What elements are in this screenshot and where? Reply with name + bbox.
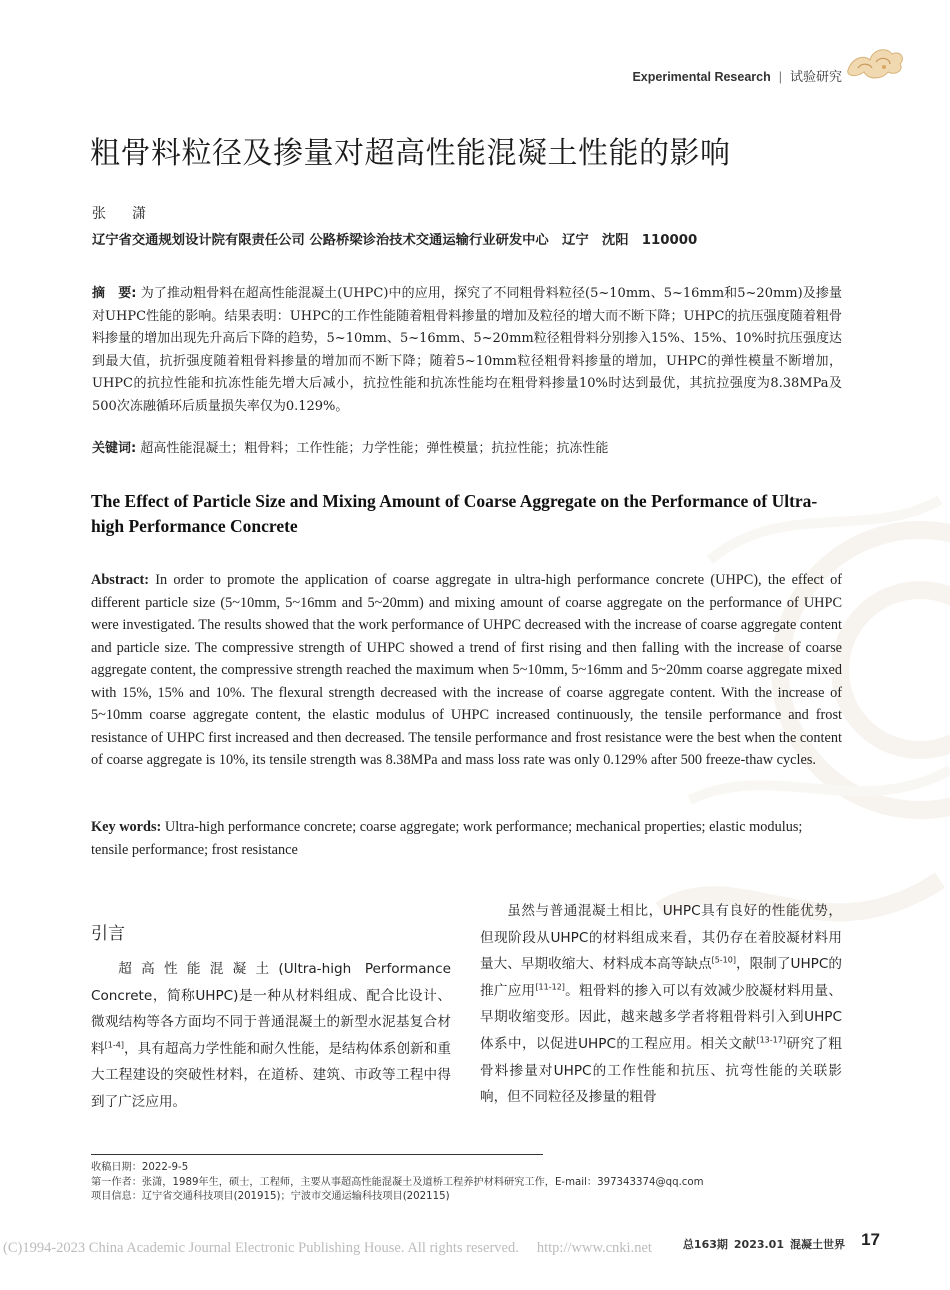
running-header: [632, 66, 842, 85]
intro-p2-text-d: 研究了粗骨料掺量对UHPC的工作性能和抗压、抗弯性能的关联影响，但不同粒径及掺量的粗骨: [480, 1035, 842, 1106]
intro-paragraph-1: [91, 956, 451, 1116]
copyright-watermark: [3, 1240, 652, 1257]
english-abstract: [91, 569, 842, 772]
section-heading-introduction: 引言: [91, 924, 125, 944]
footer-journal: 混凝土世界: [790, 1238, 845, 1251]
footnote-project: 项目信息：辽宁省交通科技项目(201915)；宁波市交通运输科技项目(202115): [91, 1191, 450, 1202]
footnotes: [91, 1161, 704, 1205]
english-keywords-label: Key words:: [91, 819, 162, 835]
cloud-ornament-icon: [844, 40, 906, 82]
intro-p2-text-c: 。粗骨料的掺入可以有效减少胶凝材料用量、早期收缩变形。因此，越来越多学者将粗骨料引入到UHPC体系中，以促进UHPC的工程应用。相关文献: [480, 982, 843, 1052]
copyright-url: http://www.cnki.net: [536, 1240, 652, 1256]
footnote-received: 收稿日期：2022-9-5: [91, 1162, 189, 1173]
intro-paragraph-2: [480, 898, 842, 1111]
body-column-right: [480, 898, 842, 1111]
copyright-text: (C)1994-2023 China Academic Journal Electronic Publishing House. All rights reserved.: [3, 1240, 519, 1256]
english-keywords-text: Ultra-high performance concrete; coarse aggregate; work performance; mechanical properties; elastic modulus; tensile performance; frost resistance: [91, 819, 803, 858]
citation-ref: [13-17]: [756, 1035, 786, 1045]
intro-p2-text-b: ，限制了UHPC的推广应用: [480, 956, 842, 999]
english-abstract-label: Abstract:: [91, 572, 149, 588]
paper-title: 粗骨料粒径及掺量对超高性能混凝土性能的影响: [90, 136, 731, 171]
chinese-keywords-label: 关键词:: [92, 441, 137, 456]
english-title: The Effect of Particle Size and Mixing Amount of Coarse Aggregate on the Performance of Ultra-high Performance Concrete: [91, 491, 818, 536]
chinese-abstract-text: 为了推动粗骨料在超高性能混凝土(UHPC)中的应用，探究了不同粗骨料粒径(5~10mm、5~16mm和5~20mm)及掺量对UHPC性能的影响。结果表明：UHPC的工作性能随着粗骨料掺量的增加及粒径的增大而不断下降；UHPC的抗压强度随着粗骨料掺量的增加出现先升高后下降的趋势，5~10mm、5~16mm、5~20mm粒径粗骨料分别掺入15%、15%、10%时抗压强度达到最大值，抗折强度随着粗骨料掺量的增加而不断下降；随着5~10mm粒径粗骨料掺量的增加，UHPC的弹性模量不断增加，UHPC的抗拉性能和抗冻性能先增大后减小，抗拉性能和抗冻性能均在粗骨料掺量10%时达到最优，其抗拉强度为8.38MPa及500次冻融循环后质量损失率仅为0.129%。: [92, 286, 842, 414]
journal-footer: [677, 1236, 845, 1252]
citation-ref: [11-12]: [535, 982, 565, 992]
citation-ref: [5-10]: [711, 955, 736, 965]
intro-p2-text-a: 虽然与普通混凝土相比，UHPC具有良好的性能优势，但现阶段从UHPC的材料组成来看，其仍存在着胶凝材料用量大、早期收缩大、材料成本高等缺点: [480, 903, 842, 973]
section-label-cn: 试验研究: [789, 70, 842, 85]
footer-issue: 总163期: [682, 1238, 728, 1251]
chinese-keywords-text: 超高性能混凝土；粗骨料；工作性能；力学性能；弹性模量；抗拉性能；抗冻性能: [136, 441, 609, 456]
chinese-keywords: [92, 438, 842, 460]
page-number: 17: [861, 1230, 880, 1249]
chinese-abstract: [92, 283, 842, 419]
english-abstract-text: In order to promote the application of coarse aggregate in ultra-high performance concrete (UHPC), the effect of different particle size (5~10mm, 5~16mm and 5~20mm) and mixing amount of coarse aggregate on the performance of UHPC were investigated. The results showed that the work performance of UHPC decreased with the increase of coarse aggregate content and particle size. The compressive strength of UHPC showed a trend of first rising and then falling with the increase of coarse aggregate content, the compressive strength reached the maximum when 5~10mm, 5~16mm and 5~20mm coarse aggregate mixed with 15%, 15% and 10%. The flexural strength decreased with the increase of coarse aggregate content. With the increase of 5~10mm coarse aggregate content, the elastic modulus of UHPC increased continuously, the tensile performance and frost resistance of UHPC first increased and then decreased. The tensile performance and frost resistance were the best when the content of coarse aggregate is 10%, its tensile strength was 8.38MPa and mass loss rate was only 0.129% after 500 freeze-thaw cycles.: [91, 572, 842, 768]
intro-p1-text-a: 超高性能混凝土(Ultra-high Performance Concrete，简称UHPC)是一种从材料组成、配合比设计、微观结构等各方面均不同于普通混凝土的新型水泥基复合材料: [91, 961, 451, 1057]
footnote-divider: [91, 1154, 543, 1155]
citation-ref: [1-4]: [104, 1040, 124, 1050]
footer-date: 2023.01: [733, 1238, 784, 1251]
body-column-left: [91, 956, 451, 1116]
author-affiliation: 辽宁省交通规划设计院有限责任公司 公路桥梁诊治技术交通运输行业研发中心 辽宁 沈阳 110000: [92, 233, 698, 248]
footnote-author-info: 第一作者：张潇，1989年生，硕士，工程师，主要从事超高性能混凝土及道桥工程养护材料研究工作，E-mail：397343374@qq.com: [91, 1176, 704, 1188]
english-keywords: [91, 816, 842, 861]
author-name: 张 潇: [92, 206, 152, 222]
chinese-abstract-label: 摘 要:: [92, 286, 137, 301]
header-separator: |: [778, 70, 782, 84]
intro-p1-text-b: ，具有超高力学性能和耐久性能，是结构体系创新和重大工程建设的突破性材料，在道桥、建筑、市政等工程中得到了广泛应用。: [91, 1040, 452, 1110]
section-label-en: Experimental Research: [632, 70, 771, 84]
